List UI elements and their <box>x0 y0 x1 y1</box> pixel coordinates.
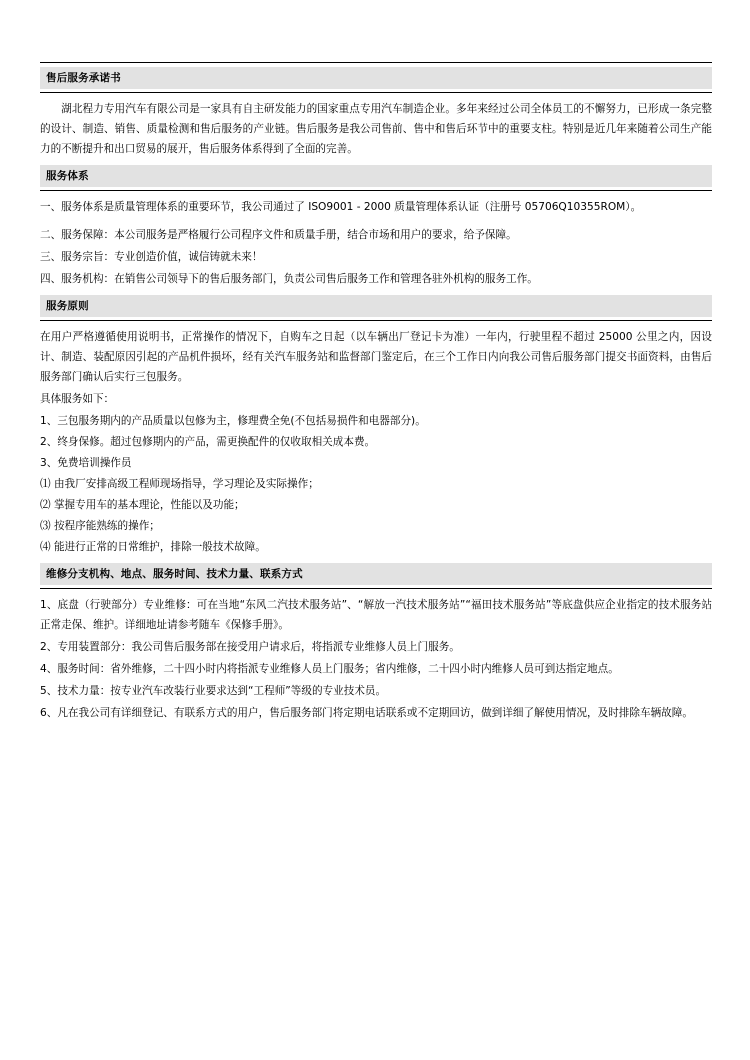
section-service-principle <box>40 295 712 557</box>
paragraph: 四、服务机构：在销售公司领导下的售后服务部门，负责公司售后服务工作和管理各驻外机构的服务工作。 <box>40 273 538 285</box>
list-item: ⑵ 掌握专用车的基本理论，性能以及功能； <box>40 499 245 511</box>
paragraph: 三、服务宗旨：专业创造价值，诚信铸就未来！ <box>40 251 263 263</box>
section-divider-service-principle <box>40 320 712 321</box>
section-heading-service-principle: 服务原则 <box>40 295 712 317</box>
section-repair-network <box>40 563 712 723</box>
paragraph: 具体服务如下： <box>40 393 115 405</box>
list-item: 5、技术力量：按专业汽车改装行业要求达到“工程师”等级的专业技术员。 <box>40 685 387 697</box>
list-item: 2、终身保修。超过包修期内的产品，需更换配件的仅收取相关成本费。 <box>40 436 376 448</box>
service-list <box>40 411 712 557</box>
section-heading-service-system: 服务体系 <box>40 165 712 187</box>
section-commitment <box>40 67 712 159</box>
top-divider <box>40 62 712 63</box>
list-item: 3、免费培训操作员 <box>40 457 132 469</box>
section-heading-repair-network: 维修分支机构、地点、服务时间、技术力量、联系方式 <box>40 563 712 585</box>
list-item: 6、凡在我公司有详细登记、有联系方式的用户，售后服务部门将定期电话联系或不定期回访，做到详细了解使用情况，及时排除车辆故障。 <box>40 707 693 719</box>
section-divider-repair-network <box>40 588 712 589</box>
list-item: 4、服务时间：省外维修，二十四小时内将指派专业维修人员上门服务；省内维修，二十四小时内维修人员可到达指定地点。 <box>40 663 619 675</box>
list-item: 2、专用装置部分：我公司售后服务部在接受用户请求后，将指派专业维修人员上门服务。 <box>40 641 460 653</box>
section-service-system <box>40 165 712 289</box>
list-item: ⑷ 能进行正常的日常维护，排除一般技术故障。 <box>40 541 266 553</box>
document-content <box>40 62 712 729</box>
section-divider-commitment <box>40 92 712 93</box>
list-item: 1、底盘（行驶部分）专业维修：可在当地“东风二汽技术服务站”、“解放一汽技术服务站”“福田技术服务站”等底盘供应企业指定的技术服务站正常走保、维护。详细地址请参考随车《保修手册》。 <box>40 599 712 631</box>
paragraph: 一、服务体系是质量管理体系的重要环节，我公司通过了 ISO9001 - 2000 质量管理体系认证（注册号 05706Q10355ROM）。 <box>40 201 642 213</box>
list-item: ⑶ 按程序能熟练的操作； <box>40 520 160 532</box>
list-item: ⑴ 由我厂安排高级工程师现场指导，学习理论及实际操作； <box>40 478 319 490</box>
paragraph: 二、服务保障：本公司服务是严格履行公司程序文件和质量手册，结合市场和用户的要求，给予保障。 <box>40 229 517 241</box>
section-divider-service-system <box>40 190 712 191</box>
paragraph: 湖北程力专用汽车有限公司是一家具有自主研发能力的国家重点专用汽车制造企业。多年来经过公司全体员工的不懈努力，已形成一条完整的设计、制造、销售、质量检测和售后服务的产业链。售后服务是我公司售前、售中和售后环节中的重要支柱。特别是近几年来随着公司生产能力的不断提升和出口贸易的展开，售后服务体系得到了全面的完善。 <box>40 103 712 155</box>
list-item: 1、三包服务期内的产品质量以包修为主，修理费全免(不包括易损件和电器部分)。 <box>40 415 426 427</box>
paragraph: 在用户严格遵循使用说明书，正常操作的情况下，自购车之日起（以车辆出厂登记卡为准）一年内，行驶里程不超过 25000 公里之内，因设计、制造、装配原因引起的产品机件损坏，经有关汽车服务站和监督部门鉴定后，在三个工作日内向我公司售后服务部门提交书面资料，由售后服务部门确认后实行三包服务。 <box>40 331 712 383</box>
section-heading-commitment: 售后服务承诺书 <box>40 67 712 89</box>
